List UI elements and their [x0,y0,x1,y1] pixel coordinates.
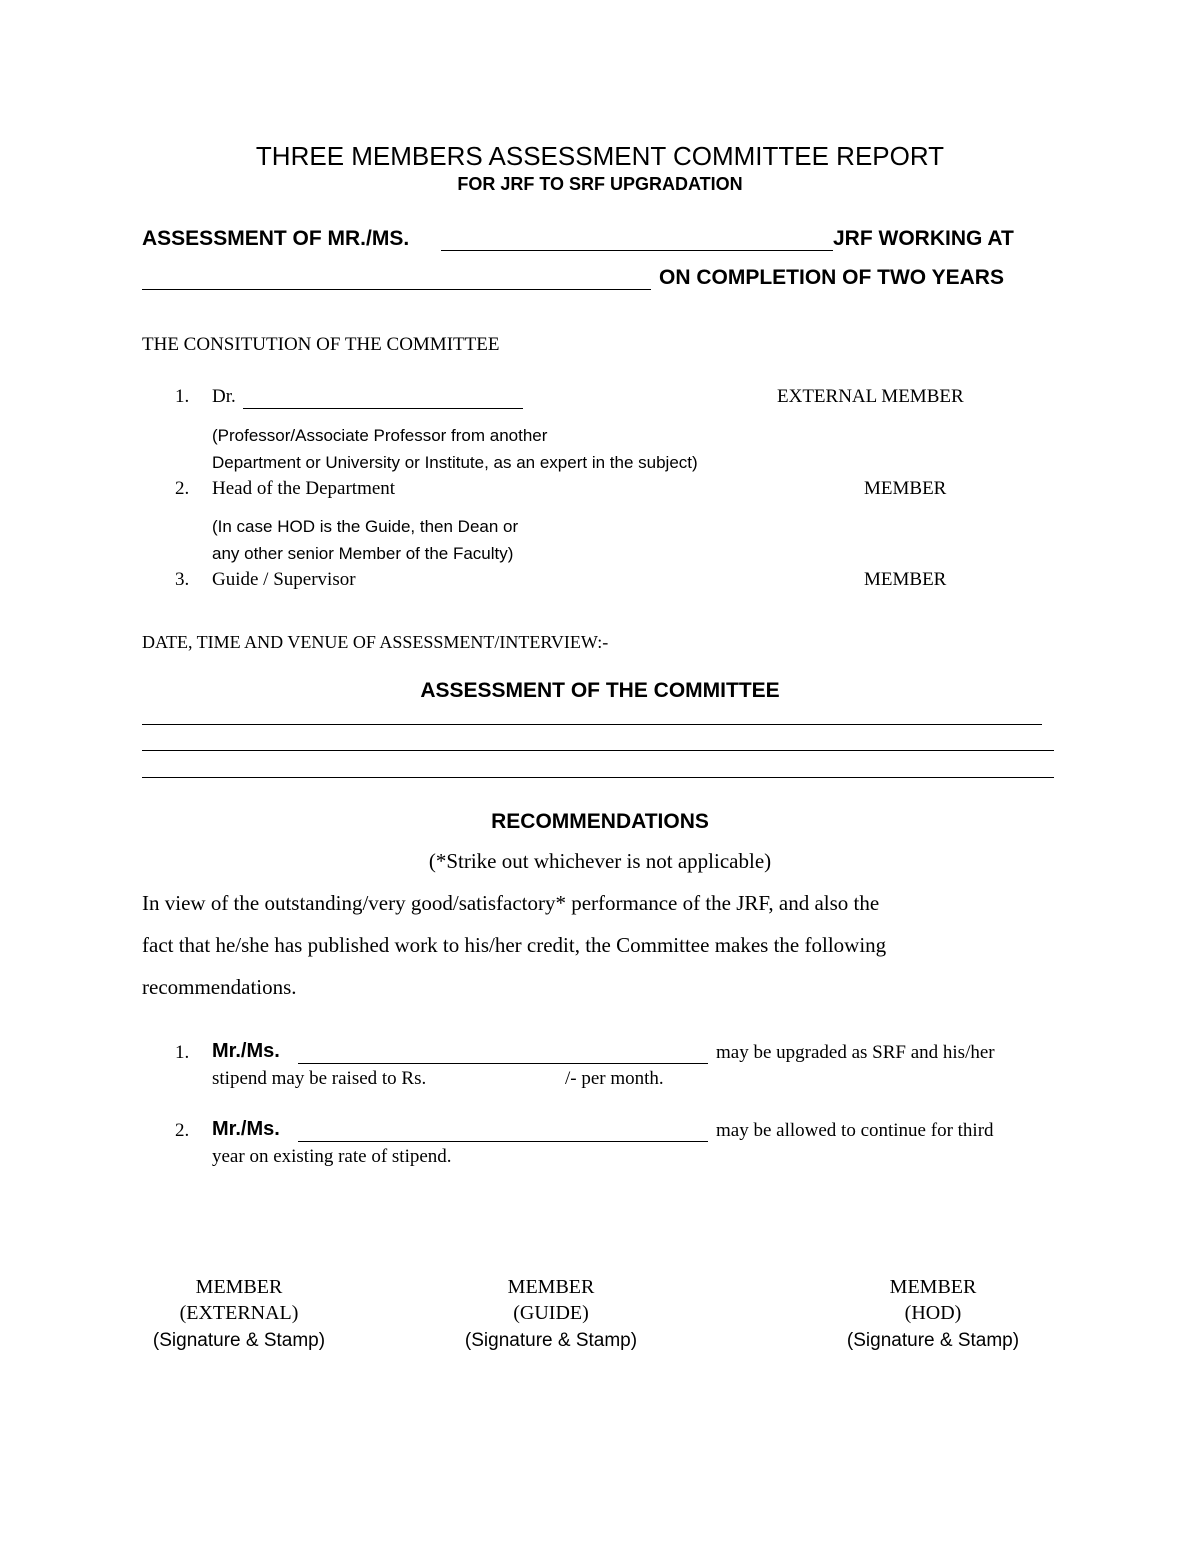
candidate-name-field[interactable] [441,250,833,251]
member-label: Dr. [212,386,236,407]
strike-note: (*Strike out whichever is not applicable) [428,849,772,873]
member-number: 2. [175,478,190,499]
member-label: Guide / Supervisor [212,569,356,590]
signature-type: (GUIDE) [513,1302,589,1324]
continue-candidate-name-field[interactable] [298,1141,708,1142]
recommendation-text: year on existing rate of stipend. [212,1146,452,1167]
signature-title: MEMBER [195,1276,283,1298]
member-note: any other senior Member of the Faculty) [212,544,514,563]
recommendation-paragraph-line: recommendations. [142,975,297,999]
member-role: MEMBER [864,569,947,590]
recommendation-paragraph-line: In view of the outstanding/very good/satisfactory* performance of the JRF, and also the [142,891,880,915]
upgrade-candidate-name-field[interactable] [298,1063,708,1064]
recommendation-prefix: Mr./Ms. [212,1118,280,1140]
signature-stamp-label: (Signature & Stamp) [846,1330,1020,1351]
recommendation-text: may be allowed to continue for third [716,1120,994,1141]
recommendation-prefix: Mr./Ms. [212,1040,280,1062]
recommendation-text: stipend may be raised to Rs. [212,1068,427,1089]
signature-block-guide [451,1274,651,1356]
assessment-of-label: ASSESSMENT OF MR./MS. [142,227,410,250]
signature-title: MEMBER [889,1276,977,1298]
assessment-line[interactable] [142,777,1054,778]
signature-type: (HOD) [904,1302,962,1324]
member-role: MEMBER [864,478,947,499]
constitution-heading: THE CONSITUTION OF THE COMMITTEE [142,334,500,355]
member-number: 3. [175,569,190,590]
recommendation-paragraph-line: fact that he/she has published work to his/her credit, the Committee makes the following [142,933,887,957]
recommendation-text: /- per month. [565,1068,664,1089]
recommendations-heading: RECOMMENDATIONS [491,810,709,833]
member-label: Head of the Department [212,478,396,499]
recommendation-number: 1. [175,1042,190,1063]
member-note: (In case HOD is the Guide, then Dean or [212,517,519,536]
member-note: (Professor/Associate Professor from another [212,426,548,445]
signature-stamp-label: (Signature & Stamp) [152,1330,326,1351]
recommendation-text: may be upgraded as SRF and his/her [716,1042,995,1063]
jrf-working-at-label: JRF WORKING AT [833,227,1014,250]
assessment-line[interactable] [142,750,1054,751]
member-role: EXTERNAL MEMBER [777,386,964,407]
member-number: 1. [175,386,190,407]
completion-label: ON COMPLETION OF TWO YEARS [659,266,1004,289]
signature-block-hod [833,1274,1033,1356]
signature-stamp-label: (Signature & Stamp) [464,1330,638,1351]
assessment-heading: ASSESSMENT OF THE COMMITTEE [420,679,780,702]
external-member-name-field[interactable] [243,408,523,409]
member-note: Department or University or Institute, as an expert in the subject) [212,453,698,472]
institution-field[interactable] [142,289,651,290]
signature-title: MEMBER [507,1276,595,1298]
page-subtitle: FOR JRF TO SRF UPGRADATION [457,174,743,194]
date-venue-label: DATE, TIME AND VENUE OF ASSESSMENT/INTERVIEW:- [142,632,609,652]
page-title: THREE MEMBERS ASSESSMENT COMMITTEE REPORT [255,141,945,171]
signature-block-external [139,1274,339,1356]
assessment-line[interactable] [142,724,1042,725]
recommendation-number: 2. [175,1120,190,1141]
signature-type: (EXTERNAL) [179,1302,299,1324]
